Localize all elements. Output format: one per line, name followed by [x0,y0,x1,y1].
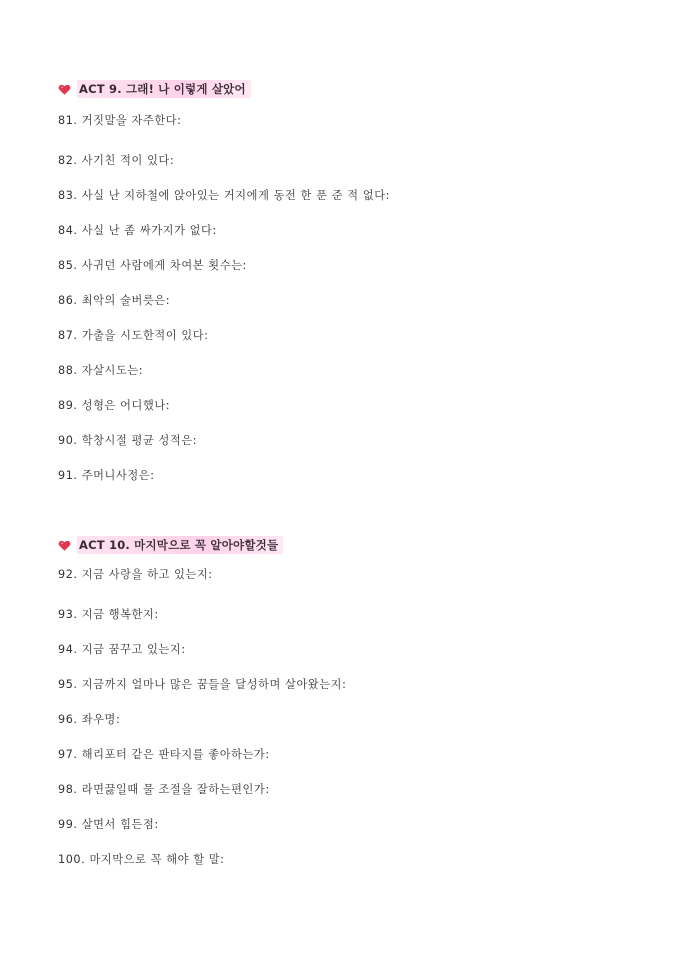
list-item: 94. 지금 꿈꾸고 있는지: [58,643,186,656]
section-title: ACT 10. 마지막으로 꼭 알아야할것들 [77,536,283,554]
section-title: ACT 9. 그래! 나 이렇게 살았어 [77,80,251,98]
list-item: 100. 마지막으로 꼭 해야 할 말: [58,853,225,866]
list-item: 95. 지금까지 얼마나 많은 꿈들을 달성하며 살아왔는지: [58,678,347,691]
list-item: 83. 사실 난 지하철에 앉아있는 거지에게 동전 한 푼 준 적 없다: [58,189,391,202]
section-act-9 [58,79,658,493]
list-item: 96. 좌우명: [58,713,121,726]
list-item: 89. 성형은 어디했나: [58,399,171,412]
list-item: 87. 가출을 시도한적이 있다: [58,329,209,342]
list-item: 84. 사실 난 좀 싸가지가 없다: [58,224,217,237]
list-item: 93. 지금 행복한지: [58,608,159,621]
section-act-10 [58,535,658,877]
list-item: 97. 해리포터 같은 판타지를 좋아하는가: [58,748,270,761]
list-item: 99. 살면서 힘든점: [58,818,159,831]
question-list [58,562,658,877]
list-item: 92. 지금 사랑을 하고 있는지: [58,568,213,581]
list-item: 85. 사귀던 사람에게 차여본 횟수는: [58,259,247,272]
list-item: 88. 자살시도는: [58,364,144,377]
section-heading [58,535,658,555]
section-heading [58,79,658,99]
list-item: 82. 사기친 적이 있다: [58,154,175,167]
heart-icon [58,539,71,552]
heart-icon [58,83,71,96]
list-item: 98. 라면끓일때 물 조절을 잘하는편인가: [58,783,270,796]
list-item: 81. 거짓말을 자주한다: [58,114,182,127]
list-item: 90. 학창시절 평균 성적은: [58,434,198,447]
question-list [58,108,658,493]
list-item: 86. 최악의 술버릇은: [58,294,171,307]
list-item: 91. 주머니사정은: [58,469,155,482]
